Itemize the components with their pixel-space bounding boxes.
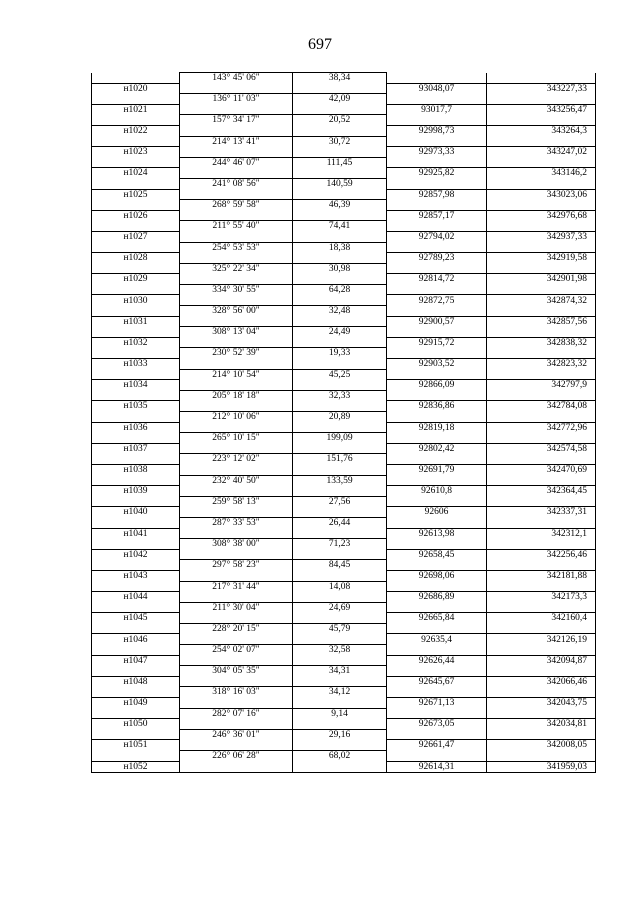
segment-row: [92, 623, 596, 634]
segment-row: [92, 412, 596, 423]
coord-x: 92673,05: [387, 719, 487, 730]
segment-row: [92, 263, 596, 274]
point-row: [92, 295, 596, 306]
point-row: [92, 655, 596, 666]
coord-y: 342160,4: [487, 613, 596, 624]
coord-x: 92698,06: [387, 570, 487, 581]
segment-row: [92, 602, 596, 613]
coord-x: 92872,75: [387, 295, 487, 306]
coord-x: 92606: [387, 507, 487, 518]
point-row: [92, 719, 596, 730]
coord-x: 92658,45: [387, 549, 487, 560]
point-name: н1028: [92, 253, 180, 264]
segment-row: [92, 200, 596, 211]
direction-angle: 205° 18' 18": [180, 390, 293, 401]
point-row: [92, 104, 596, 115]
segment-length: 151,76: [293, 454, 387, 465]
point-name: н1048: [92, 676, 180, 687]
coord-x: 93048,07: [387, 83, 487, 94]
segment-row: [92, 390, 596, 401]
point-row: [92, 570, 596, 581]
segment-row: [92, 729, 596, 740]
point-row: [92, 613, 596, 624]
direction-angle: 230° 52' 39": [180, 348, 293, 359]
point-name: н1050: [92, 719, 180, 730]
point-row: [92, 676, 596, 687]
coord-y: 342838,32: [487, 337, 596, 348]
direction-angle: 308° 38' 00": [180, 539, 293, 550]
segment-length: 68,02: [293, 751, 387, 762]
segment-length: 45,79: [293, 623, 387, 634]
direction-angle: 223° 12' 02": [180, 454, 293, 465]
point-name: н1033: [92, 359, 180, 370]
point-row: [92, 359, 596, 370]
segment-row: [92, 708, 596, 719]
point-row: [92, 337, 596, 348]
segment-row: [92, 687, 596, 698]
direction-angle: 287° 33' 53": [180, 517, 293, 528]
point-name: н1026: [92, 210, 180, 221]
point-name: н1022: [92, 125, 180, 136]
coord-x: 92789,23: [387, 253, 487, 264]
point-row: [92, 189, 596, 200]
coord-y: 342173,3: [487, 592, 596, 603]
segment-row: [92, 645, 596, 656]
point-row: [92, 507, 596, 518]
direction-angle: 232° 40' 50": [180, 475, 293, 486]
segment-row: [92, 157, 596, 168]
segment-length: 45,25: [293, 369, 387, 380]
coord-x: 92794,02: [387, 231, 487, 242]
segment-row: [92, 327, 596, 338]
segment-length: 20,52: [293, 115, 387, 126]
direction-angle: 254° 02' 07": [180, 645, 293, 656]
direction-angle: 157° 34' 17": [180, 115, 293, 126]
direction-angle: 217° 31' 44": [180, 581, 293, 592]
direction-angle: 228° 20' 15": [180, 623, 293, 634]
point-name: н1030: [92, 295, 180, 306]
segment-row: [92, 433, 596, 444]
point-row: [92, 125, 596, 136]
point-name: н1032: [92, 337, 180, 348]
direction-angle: 328° 56' 00": [180, 306, 293, 317]
coord-y: 343146,2: [487, 168, 596, 179]
direction-angle: 325° 22' 34": [180, 263, 293, 274]
direction-angle: 265° 10' 15": [180, 433, 293, 444]
point-name: н1037: [92, 443, 180, 454]
coord-x: 92661,47: [387, 740, 487, 751]
segment-length: 74,41: [293, 221, 387, 232]
segment-length: 111,45: [293, 157, 387, 168]
coord-y: 342034,81: [487, 719, 596, 730]
segment-length: 24,49: [293, 327, 387, 338]
coord-x: 92691,79: [387, 464, 487, 475]
direction-angle: 212° 10' 06": [180, 412, 293, 423]
segment-length: 18,38: [293, 242, 387, 253]
point-row: [92, 147, 596, 158]
page-number: 697: [308, 36, 332, 53]
coord-y: 342126,19: [487, 634, 596, 645]
segment-length: 46,39: [293, 200, 387, 211]
point-name: н1039: [92, 486, 180, 497]
coordinates-table-body: [92, 73, 596, 773]
coord-y: 342874,32: [487, 295, 596, 306]
direction-angle: 214° 13' 41": [180, 136, 293, 147]
segment-length: 71,23: [293, 539, 387, 550]
coord-x: 92645,67: [387, 676, 487, 687]
segment-length: 30,98: [293, 263, 387, 274]
direction-angle: 308° 13' 04": [180, 327, 293, 338]
coord-x: 92903,52: [387, 359, 487, 370]
direction-angle: 254° 53' 53": [180, 242, 293, 253]
coord-y: 342337,31: [487, 507, 596, 518]
point-name: н1041: [92, 528, 180, 539]
point-row: [92, 464, 596, 475]
coord-x: 92866,09: [387, 380, 487, 391]
segment-length: 14,08: [293, 581, 387, 592]
segment-length: 26,44: [293, 517, 387, 528]
direction-angle: 136° 11' 03": [180, 94, 293, 105]
direction-angle: 244° 46' 07": [180, 157, 293, 168]
coord-y: 342823,32: [487, 359, 596, 370]
segment-row: [92, 369, 596, 380]
point-name: н1052: [92, 761, 180, 772]
direction-angle: 334° 30' 55": [180, 284, 293, 295]
point-row: [92, 634, 596, 645]
segment-row: [92, 115, 596, 126]
point-name: н1036: [92, 422, 180, 433]
point-row: [92, 740, 596, 751]
segment-row: [92, 581, 596, 592]
point-row: [92, 380, 596, 391]
coord-x: 92836,86: [387, 401, 487, 412]
coord-x: 92973,33: [387, 147, 487, 158]
coord-x: 92613,98: [387, 528, 487, 539]
segment-length: 29,16: [293, 729, 387, 740]
direction-angle: 241° 08' 56": [180, 178, 293, 189]
segment-row: [92, 475, 596, 486]
coord-x: 92610,8: [387, 486, 487, 497]
direction-angle: 211° 30' 04": [180, 602, 293, 613]
segment-length: 19,33: [293, 348, 387, 359]
point-row: [92, 443, 596, 454]
segment-row: [92, 454, 596, 465]
segment-row: [92, 751, 596, 762]
segment-row: [92, 178, 596, 189]
coord-y: 342008,05: [487, 740, 596, 751]
direction-angle: 304° 05' 35": [180, 666, 293, 677]
coord-y: 342066,46: [487, 676, 596, 687]
point-row: [92, 83, 596, 94]
point-name: н1027: [92, 231, 180, 242]
coord-x: 92915,72: [387, 337, 487, 348]
segment-length: 20,89: [293, 412, 387, 423]
point-name: н1043: [92, 570, 180, 581]
coord-y: 342976,68: [487, 210, 596, 221]
direction-angle: 143° 45' 06": [180, 73, 293, 84]
point-name: н1046: [92, 634, 180, 645]
coord-y: 342364,45: [487, 486, 596, 497]
coord-x: 92998,73: [387, 125, 487, 136]
coord-y: 342470,69: [487, 464, 596, 475]
point-name: н1034: [92, 380, 180, 391]
point-name: н1035: [92, 401, 180, 412]
segment-row: [92, 284, 596, 295]
point-row: [92, 592, 596, 603]
segment-length: 42,09: [293, 94, 387, 105]
segment-length: 38,34: [293, 73, 387, 84]
coord-y: 342043,75: [487, 698, 596, 709]
point-name: н1020: [92, 83, 180, 94]
segment-length: 32,33: [293, 390, 387, 401]
segment-row: [92, 517, 596, 528]
direction-angle: 226° 06' 28": [180, 751, 293, 762]
direction-angle: 211° 55' 40": [180, 221, 293, 232]
segment-row: [92, 560, 596, 571]
coord-y: 342797,9: [487, 380, 596, 391]
coord-y: 342919,58: [487, 253, 596, 264]
segment-row: [92, 221, 596, 232]
coord-y: 343023,06: [487, 189, 596, 200]
point-row: [92, 486, 596, 497]
segment-length: 34,31: [293, 666, 387, 677]
segment-length: 32,58: [293, 645, 387, 656]
point-name: н1021: [92, 104, 180, 115]
coord-x: 92686,89: [387, 592, 487, 603]
segment-row: [92, 348, 596, 359]
point-name: н1025: [92, 189, 180, 200]
coord-x: 92857,98: [387, 189, 487, 200]
segment-length: 27,56: [293, 496, 387, 507]
segment-row: [92, 306, 596, 317]
point-name: н1024: [92, 168, 180, 179]
point-row: [92, 316, 596, 327]
point-row: [92, 422, 596, 433]
point-name: н1029: [92, 274, 180, 285]
coord-y: 342312,1: [487, 528, 596, 539]
coord-x: 92814,72: [387, 274, 487, 285]
point-row: [92, 168, 596, 179]
segment-row: [92, 496, 596, 507]
segment-length: 140,59: [293, 178, 387, 189]
coord-y: 342857,56: [487, 316, 596, 327]
point-name: н1044: [92, 592, 180, 603]
coord-y: 343227,33: [487, 83, 596, 94]
coord-y: 341959,03: [487, 761, 596, 772]
segment-length: 34,12: [293, 687, 387, 698]
coord-x: 92802,42: [387, 443, 487, 454]
segment-length: 24,69: [293, 602, 387, 613]
coord-y: 342772,96: [487, 422, 596, 433]
coord-x: 92819,18: [387, 422, 487, 433]
segment-row: [92, 539, 596, 550]
direction-angle: 268° 59' 58": [180, 200, 293, 211]
point-row: [92, 761, 596, 772]
point-name: н1042: [92, 549, 180, 560]
coord-y: 342901,98: [487, 274, 596, 285]
point-row: [92, 253, 596, 264]
coord-y: 343247,02: [487, 147, 596, 158]
coord-x: 92635,4: [387, 634, 487, 645]
segment-length: 30,72: [293, 136, 387, 147]
coord-y: 342574,58: [487, 443, 596, 454]
segment-length: 9,14: [293, 708, 387, 719]
coord-y: 342094,87: [487, 655, 596, 666]
segment-length: 32,48: [293, 306, 387, 317]
coord-x: 93017,7: [387, 104, 487, 115]
point-row: [92, 528, 596, 539]
point-name: н1038: [92, 464, 180, 475]
segment-length: 199,09: [293, 433, 387, 444]
coord-x: 92671,13: [387, 698, 487, 709]
point-name: н1049: [92, 698, 180, 709]
coord-y: 342256,46: [487, 549, 596, 560]
coord-x: 92925,82: [387, 168, 487, 179]
point-name: н1023: [92, 147, 180, 158]
segment-length: 84,45: [293, 560, 387, 571]
point-name: н1040: [92, 507, 180, 518]
point-row: [92, 210, 596, 221]
point-name: н1031: [92, 316, 180, 327]
segment-row: [92, 73, 596, 84]
segment-length: 64,28: [293, 284, 387, 295]
direction-angle: 259° 58' 13": [180, 496, 293, 507]
point-name: н1047: [92, 655, 180, 666]
coord-y: 342784,08: [487, 401, 596, 412]
segment-row: [92, 666, 596, 677]
coord-x: 92665,84: [387, 613, 487, 624]
coord-x: 92857,17: [387, 210, 487, 221]
coord-y: 343256,47: [487, 104, 596, 115]
direction-angle: 318° 16' 03": [180, 687, 293, 698]
coord-y: 342181,88: [487, 570, 596, 581]
coord-y: 342937,33: [487, 231, 596, 242]
direction-angle: 297° 58' 23": [180, 560, 293, 571]
coord-x: 92900,57: [387, 316, 487, 327]
coordinates-table: [91, 72, 596, 773]
segment-length: 133,59: [293, 475, 387, 486]
segment-row: [92, 242, 596, 253]
direction-angle: 282° 07' 16": [180, 708, 293, 719]
coord-x: 92614,31: [387, 761, 487, 772]
point-row: [92, 274, 596, 285]
point-row: [92, 401, 596, 412]
point-row: [92, 231, 596, 242]
coord-x: 92626,44: [387, 655, 487, 666]
point-name: н1051: [92, 740, 180, 751]
point-row: [92, 549, 596, 560]
coord-y: 343264,3: [487, 125, 596, 136]
segment-row: [92, 94, 596, 105]
direction-angle: 246° 36' 01": [180, 729, 293, 740]
direction-angle: 214° 10' 54": [180, 369, 293, 380]
segment-row: [92, 136, 596, 147]
point-row: [92, 698, 596, 709]
point-name: н1045: [92, 613, 180, 624]
